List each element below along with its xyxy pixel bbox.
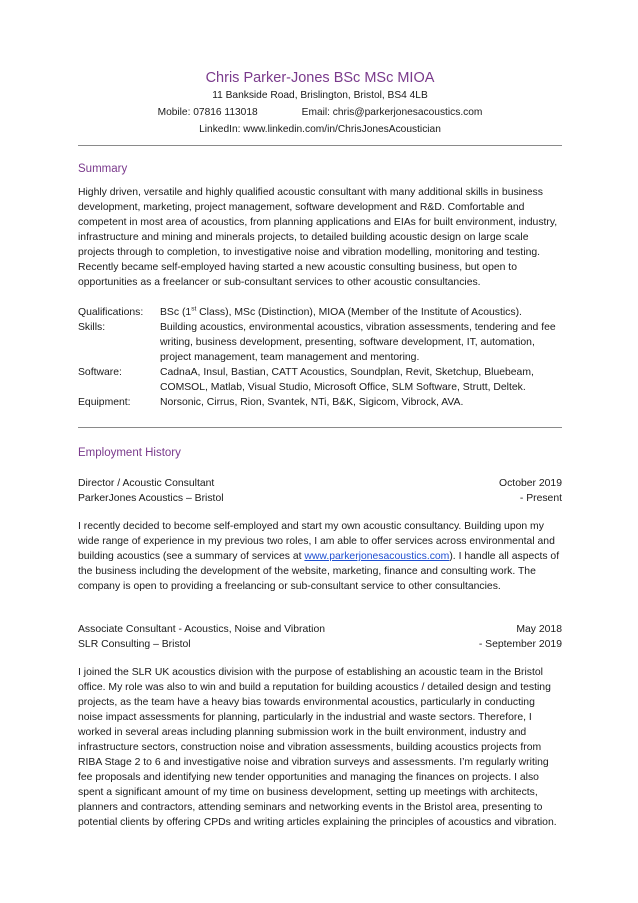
address: 11 Bankside Road, Brislington, Bristol, BS4 4LB [212,90,428,101]
equipment-value: Norsonic, Cirrus, Rion, Svantek, NTi, B&K, Sigicom, Vibrock, AVA. [160,397,464,408]
job-end-date: - Present [519,493,562,504]
job-company-row [78,637,562,652]
qualifications-row [78,305,562,320]
candidate-name: Chris Parker-Jones BSc MSc MIOA [205,70,435,86]
job-title-row [78,622,562,637]
job-role: Associate Consultant - Acoustics, Noise and Vibration [78,624,326,635]
contact-line [78,106,562,120]
qualifications-label: Qualifications: [78,307,144,318]
job-role: Director / Acoustic Consultant [78,478,215,489]
equipment-row [78,395,562,410]
skills-row [78,320,562,365]
job-description: I recently decided to become self-employed and start my own acoustic consultancy. Building upon my wide range of experience in my previous two roles, I am able to offer services across environmental and building acoustics (see a summary of services at www.parkerjonesacoustics.com). I handle all aspects of the business including the development of the website, marketing, finance and consulting work. The company is open to providing a freelancing or sub-consultant service to other consultancies. [78,521,560,592]
software-value: CadnaA, Insul, Bastian, CATT Acoustics, Soundplan, Revit, Sketchup, Bluebeam, COMSOL, Matlab, Visual Studio, Microsoft Office, SLM Software, Strutt, Deltek. [160,367,534,393]
job-company: SLR Consulting – Bristol [78,639,191,650]
job-start-date: May 2018 [516,624,562,635]
summary-heading: Summary [78,163,128,175]
software-row [78,365,562,395]
job-company: ParkerJones Acoustics – Bristol [78,493,224,504]
employment-heading: Employment History [78,447,181,459]
job-end-date: - September 2019 [478,639,562,650]
email-address: Email: chris@parkerjonesacoustics.com [301,107,483,118]
linkedin-url: LinkedIn: www.linkedin.com/in/ChrisJonesAcoustician [199,124,441,135]
divider [78,427,562,428]
divider [78,145,562,146]
job-title-row [78,476,562,491]
software-label: Software: [78,367,122,378]
qualifications-value: BSc (1st Class), MSc (Distinction), MIOA (Member of the Institute of Acoustics). [160,305,522,318]
summary-details [78,305,562,410]
equipment-label: Equipment: [78,397,131,408]
skills-label: Skills: [78,322,106,333]
skills-value: Building acoustics, environmental acoustics, vibration assessments, tendering and fee writing, business development, presenting, software development, IT, automation, project management, team management and mentoring. [160,322,556,363]
mobile-number: Mobile: 07816 113018 [157,107,258,118]
job-company-row [78,491,562,506]
job-description: I joined the SLR UK acoustics division with the purpose of establishing an acoustic team in the Bristol office. My role was also to win and build a reputation for building acoustics / detailed design and testing projects, as the team have a heavy bias towards environmental acoustics, particularly in conducting noise impact assessments for planning, particularly in the industrial and waste sectors. Therefore, I worked in several areas including planning submission work in the built environment, industry and infrastructure sectors, construction noise and vibration assessments, building acoustics projects from RIBA Stage 2 to 6 and investigative noise and vibration surveys and assessments. I’m regularly writing fee proposals and identifying new tender opportunities and managing the finances on projects. I also spent a significant amount of my time on business development, setting up meetings with architects, planners and contractors, attending seminars and networking events in the Bristol area, presenting to potential clients by offering CPDs and writing articles explaining the principles of acoustics and vibration. [78,667,557,828]
website-link[interactable]: www.parkerjonesacoustics.com [304,551,450,562]
job-start-date: October 2019 [499,478,562,489]
summary-text: Highly driven, versatile and highly qualified acoustic consultant with many additional skills in business development, marketing, project management, software development and R&D. Comfortable and competent in most area of acoustics, from planning applications and EIAs for built environment, industry, infrastructure and mining and minerals projects, to detailed building acoustic design on large scale projects through to completion, to investigative noise and vibration modelling, monitoring and testing. Recently became self-employed having started a new acoustic consulting business, but open to opportunities as a freelancer or sub-consultant services to other acoustic consultancies. [78,187,558,288]
